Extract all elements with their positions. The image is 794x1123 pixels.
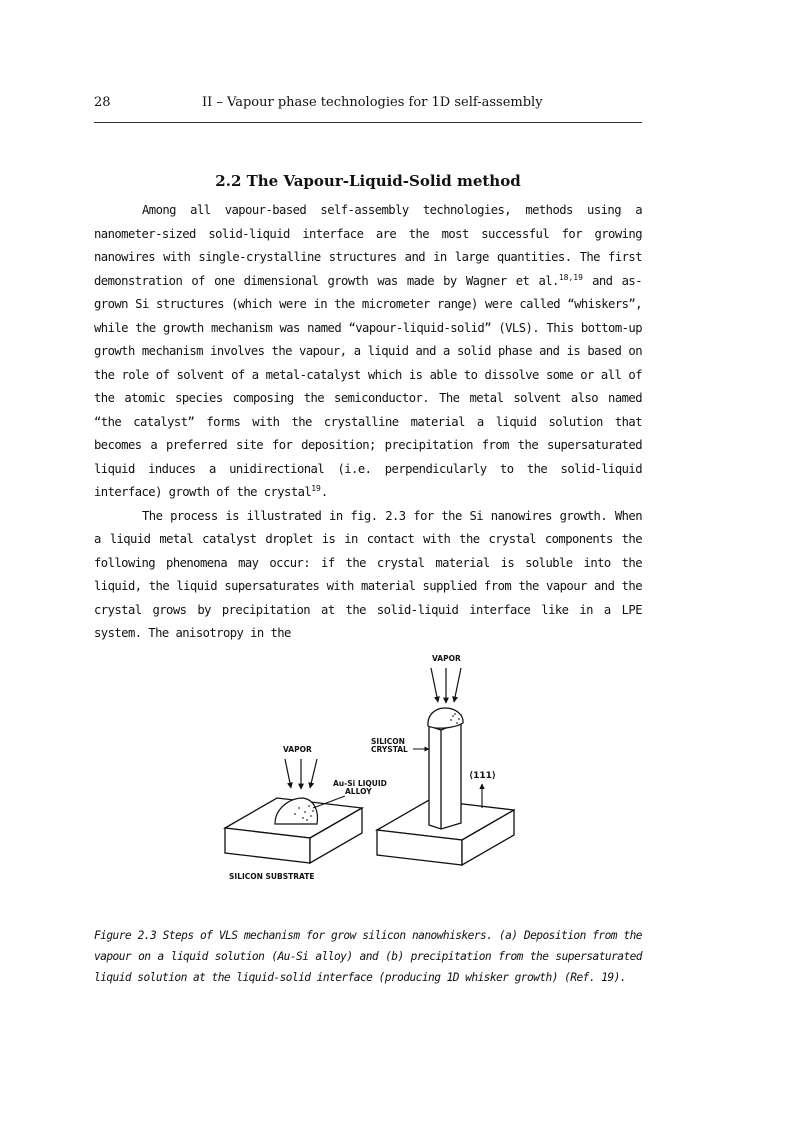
paragraph-2-text: The process is illustrated in fig. 2.3 for the Si nanowires growth. When a liquid metal catalyst droplet is in contact with the crystal components the following phenomena may occur: if the crystal material is soluble into the liquid, the liquid supersaturates with material supplied from the vapour and the crystal grows by precipitation at the solid-liquid interface like in a LPE system. The anisotropy in the bbox=[94, 508, 642, 640]
alloy-label-line1: Au-Si LIQUID bbox=[333, 779, 387, 788]
paragraph-1 bbox=[94, 199, 642, 505]
crystal-label-line1: SILICON bbox=[371, 737, 405, 746]
vapor-label-right: VAPOR bbox=[432, 654, 461, 663]
crystal-droplet-cap bbox=[428, 708, 463, 728]
body-text bbox=[94, 199, 642, 646]
vapor-arrows-left bbox=[285, 759, 317, 789]
silicon-whisker bbox=[429, 722, 461, 829]
citation-ref: 18,19 bbox=[558, 272, 583, 282]
direction-label: ⟨111⟩ bbox=[469, 771, 497, 781]
figure-vls-diagram bbox=[215, 648, 515, 893]
paragraph-1-text-b: and as-grown Si structures (which were in the micrometer range) were called “whiskers”, while the growth mechanism was named “vapour-liquid-solid” (VLS). This bottom-up growth mechanism involves the vapour, a liquid and a solid phase and is based on the role of solvent of a metal-catalyst which is able to dissolve some or all of the atomic species composing the semiconductor. The metal solvent also named “the catalyst” forms with the crystalline material a liquid solution that becomes a preferred site for deposition; precipitation from the supersaturated liquid induces a unidirectional (i.e. perpendicularly to the solid-liquid interface) growth of the crystal bbox=[94, 273, 642, 499]
paragraph-1-text-a: Among all vapour-based self-assembly technologies, methods using a nanometer-sized solid-liquid interface are the most successful for growing nanowires with single-crystalline structures and in large quantities. The first demonstration of one dimensional growth was made by Wagner et al. bbox=[94, 203, 642, 288]
section-title: 2.2 The Vapour-Liquid-Solid method bbox=[215, 172, 521, 190]
vapor-label-left: VAPOR bbox=[283, 745, 312, 754]
paragraph-2 bbox=[94, 505, 642, 646]
vls-diagram-svg bbox=[215, 648, 515, 893]
page-number: 28 bbox=[94, 95, 111, 110]
running-title: II – Vapour phase technologies for 1D self-assembly bbox=[202, 95, 543, 110]
vapor-arrows-right bbox=[431, 668, 461, 703]
figure-caption: Figure 2.3 Steps of VLS mechanism for grow silicon nanowhiskers. (a) Deposition from the vapour on a liquid solution (Au-Si alloy) and (b) precipitation from the supersaturated liquid solution at the liquid-solid interface (producing 1D whisker growth) (Ref. 19). bbox=[94, 929, 642, 984]
alloy-label-line2: ALLOY bbox=[345, 787, 372, 796]
substrate-label: SILICON SUBSTRATE bbox=[229, 872, 315, 881]
citation-ref: 19 bbox=[311, 484, 321, 493]
paragraph-1-text-c: . bbox=[320, 485, 328, 499]
crystal-label-line2: CRYSTAL bbox=[371, 745, 408, 754]
header-rule bbox=[94, 122, 642, 123]
